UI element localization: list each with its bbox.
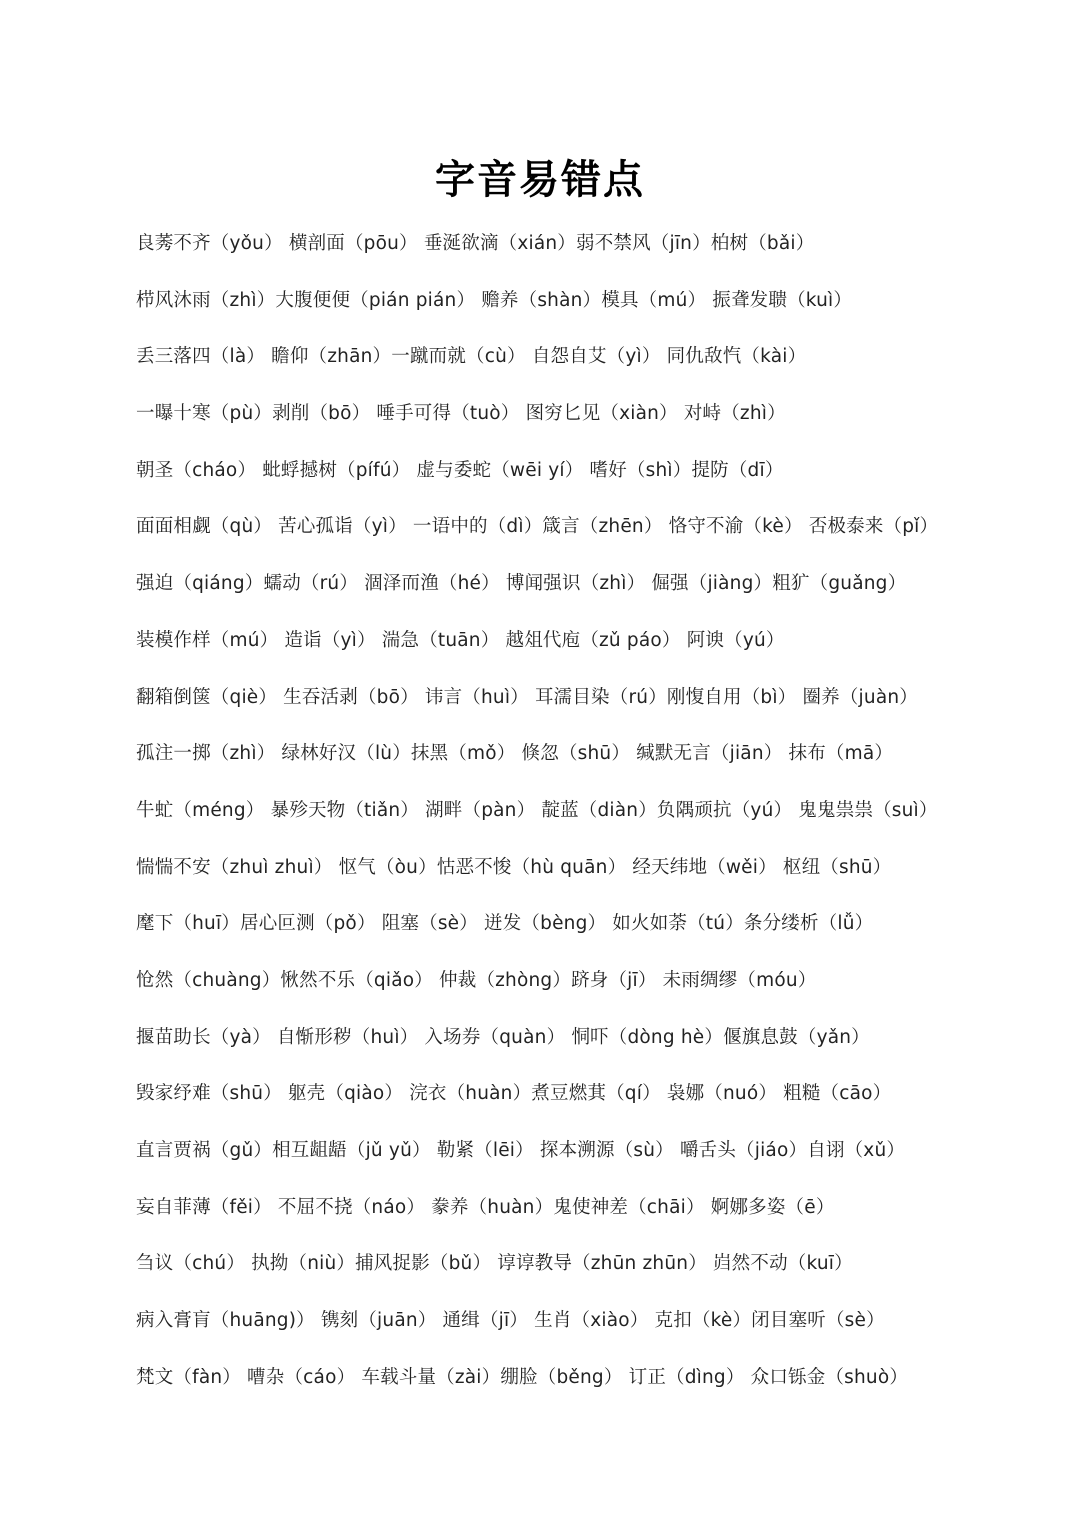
list-item: 一曝十寒（pù）剥削（bō） 唾手可得（tuò） 图穷匕见（xiàn） 对峙（zhì） xyxy=(136,403,786,425)
list-item: 朝圣（cháo） 蚍蜉撼树（pífú） 虚与委蛇（wēi yí） 嗜好（shì）提防（dī） xyxy=(136,459,784,481)
list-item: 翻箱倒箧（qiè） 生吞活剥（bō） 讳言（huì） 耳濡目染（rú）刚愎自用（bì） 圈养（juàn） xyxy=(136,686,918,708)
list-item: 毁家纾难（shū） 躯壳（qiào） 浣衣（huàn）煮豆燃萁（qí） 袅娜（nuó） 粗糙（cāo） xyxy=(136,1083,892,1105)
list-item: 揠苗助长（yà） 自惭形秽（huì） 入场券（quàn） 恫吓（dòng hè）偃旗息鼓（yǎn） xyxy=(136,1026,870,1048)
list-item: 麾下（huī）居心叵测（pǒ） 阻塞（sè） 迸发（bèng） 如火如荼（tú）条分缕析（lǚ） xyxy=(136,913,874,935)
list-item: 病入膏肓（huāng)） 镌刻（juān） 通缉（jī） 生肖（xiào） 克扣（kè）闭目塞听（sè） xyxy=(136,1310,885,1332)
list-item: 刍议（chú） 执拗（niù）捕风捉影（bǔ） 谆谆教导（zhūn zhūn） 岿然不动（kuī） xyxy=(136,1253,853,1275)
list-item: 惴惴不安（zhuì zhuì） 怄气（òu）怙恶不悛（hù quān） 经天纬地（wěi） 枢纽（shū） xyxy=(136,856,892,878)
page-title: 字音易错点 xyxy=(435,157,645,203)
list-item: 面面相觑（qù） 苦心孤诣（yì） 一语中的（dì）箴言（zhēn） 恪守不渝（kè） 否极泰来（pǐ） xyxy=(136,516,939,538)
pronunciation-list xyxy=(136,230,1006,1420)
list-item: 栉风沐雨（zhì）大腹便便（pián pián） 赡养（shàn）模具（mú） 振聋发聩（kuì） xyxy=(136,289,853,311)
list-item: 梵文（fàn） 嘈杂（cáo） 车载斗量（zài）绷脸（běng） 订正（dìng） 众口铄金（shuò） xyxy=(136,1366,909,1388)
list-item: 装模作样（mú） 造诣（yì） 湍急（tuān） 越俎代庖（zǔ páo） 阿谀（yú） xyxy=(136,629,785,651)
list-item: 强迫（qiáng）蠕动（rú） 涸泽而渔（hé） 博闻强识（zhì） 倔强（jiàng）粗犷（guǎng） xyxy=(136,573,907,595)
list-item: 良莠不齐（yǒu） 横剖面（pōu） 垂涎欲滴（xián）弱不禁风（jīn）柏树（bǎi） xyxy=(136,233,815,254)
list-item: 孤注一掷（zhì） 绿林好汉（lù）抹黑（mǒ） 倏忽（shū） 缄默无言（jiān） 抹布（mā） xyxy=(136,743,894,765)
list-item: 丢三落四（là） 瞻仰（zhān）一蹴而就（cù） 自怨自艾（yì） 同仇敌忾（kài） xyxy=(136,346,807,368)
list-item: 怆然（chuàng）愀然不乐（qiǎo） 仲裁（zhòng）跻身（jī） 未雨绸缪（móu） xyxy=(136,969,817,991)
list-item: 妄自菲薄（fěi） 不屈不挠（náo） 豢养（huàn）鬼使神差（chāi） 婀娜多姿（ē） xyxy=(136,1196,835,1218)
list-item: 直言贾祸（gǔ）相互龃龉（jǔ yǔ） 勒紧（lēi） 探本溯源（sù） 嚼舌头（jiáo）自诩（xǔ） xyxy=(136,1140,906,1161)
list-item: 牛虻（méng） 暴殄天物（tiǎn） 湖畔（pàn） 靛蓝（diàn）负隅顽抗（yú） 鬼鬼祟祟（suì） xyxy=(136,799,938,821)
